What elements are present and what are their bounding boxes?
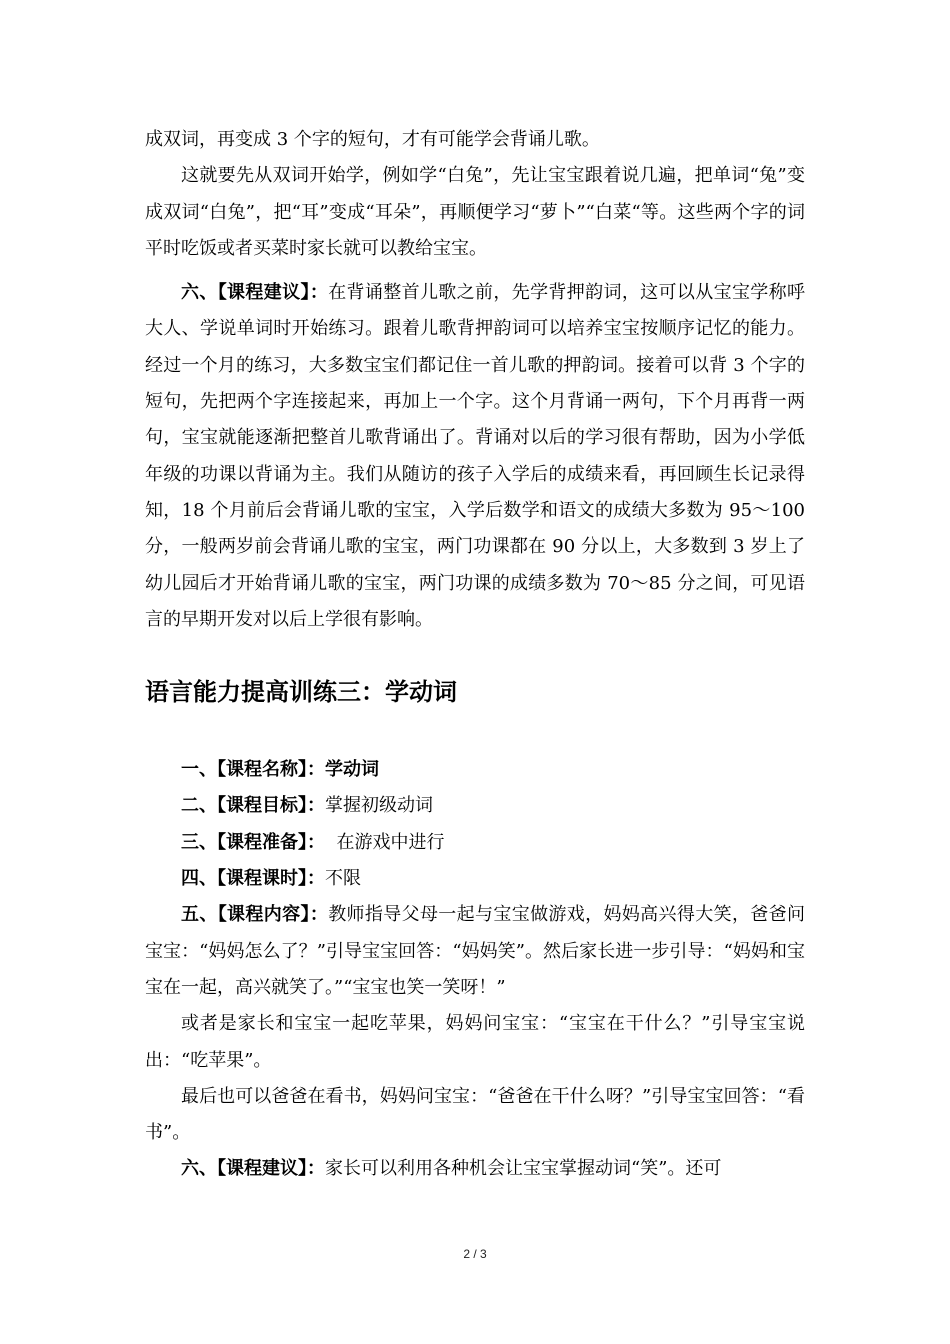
course-hours-value: 不限 [325, 868, 361, 890]
course-prep-label: 三、【课程准备】： [181, 831, 325, 853]
course-hours-label: 四、【课程课时】： [181, 868, 325, 890]
paragraph-reading-book: 最后也可以爸爸在看书，妈妈问宝宝：“爸爸在干什么呀？”引导宝宝回答：“看书”。 [145, 1085, 805, 1144]
paragraph-continuation: 成双词，再变成 3 个字的短句，才有可能学会背诵儿歌。 [145, 129, 600, 150]
course-name-label: 一、【课程名称】： [181, 759, 325, 781]
course-hours-item [145, 861, 805, 897]
course-suggestion-paragraph [145, 275, 805, 638]
page-content [145, 122, 805, 1188]
course-prep-item [145, 825, 805, 861]
paragraph-double-words: 这就要先从双词开始学，例如学“白兔”，先让宝宝跟着说几遍，把单词“兔”变成双词“白兔”，把“耳”变成“耳朵”，再顺便学习“萝卜”“白菜“等。这些两个字的词平时吃饭或者买菜时家长就可以教给宝宝。 [145, 165, 805, 259]
course-prep-value: 在游戏中进行 [325, 831, 445, 853]
paragraph-eating-apple: 或者是家长和宝宝一起吃苹果，妈妈问宝宝：“宝宝在干什么？”引导宝宝说出：“吃苹果”。 [145, 1013, 805, 1071]
course-content-text: 教师指导父母一起与宝宝做游戏，妈妈高兴得大笑，爸爸问宝宝：“妈妈怎么了？”引导宝宝回答：“妈妈笑”。然后家长进一步引导：“妈妈和宝宝在一起，高兴就笑了。”“宝宝也笑一笑呀！” [145, 904, 806, 998]
page-number: 2 / 3 [463, 1247, 487, 1261]
course-suggestion-2-paragraph [145, 1151, 805, 1187]
course-goal-value: 掌握初级动词 [325, 795, 433, 817]
course-goal-item [145, 788, 805, 824]
course-name-item [145, 752, 805, 788]
course-suggestion-text: 在背诵整首儿歌之前，先学背押韵词，这可以从宝宝学称呼大人、学说单词时开始练习。跟着儿歌背押韵词可以培养宝宝按顺序记忆的能力。经过一个月的练习，大多数宝宝们都记住一首儿歌的押韵词。接着可以背 3 个字的短句，先把两个字连接起来，再加上一个字。这个月背诵一两句，下个月再背一两句，宝宝就能逐渐把整首儿歌背诵出了。背诵对以后的学习很有帮助，因为小学低年级的功课以背诵为主。我们从随访的孩子入学后的成绩来看，再回顾生长记录得知，18 个月前后会背诵儿歌的宝宝，入学后数学和语文的成绩大多数为 95～100 分，一般两岁前会背诵儿歌的宝宝，两门功课都在 90 分以上，大多数到 3 岁上了幼儿园后才开始背诵儿歌的宝宝，两门功课的成绩多数为 70～85 分之间，可见语言的早期开发对以后上学很有影响。 [145, 282, 806, 630]
course-suggestion-label: 六、【课程建议】： [181, 282, 329, 304]
course-content-paragraph [145, 897, 805, 1006]
course-goal-label: 二、【课程目标】： [181, 795, 325, 817]
course-content-label: 五、【课程内容】： [181, 904, 329, 926]
course-name-value: 学动词 [325, 759, 379, 781]
section-heading: 语言能力提高训练三：学动词 [145, 678, 457, 707]
course-suggestion-2-label: 六、【课程建议】： [181, 1158, 325, 1180]
course-suggestion-2-text: 家长可以利用各种机会让宝宝掌握动词“笑”。还可 [325, 1158, 722, 1180]
